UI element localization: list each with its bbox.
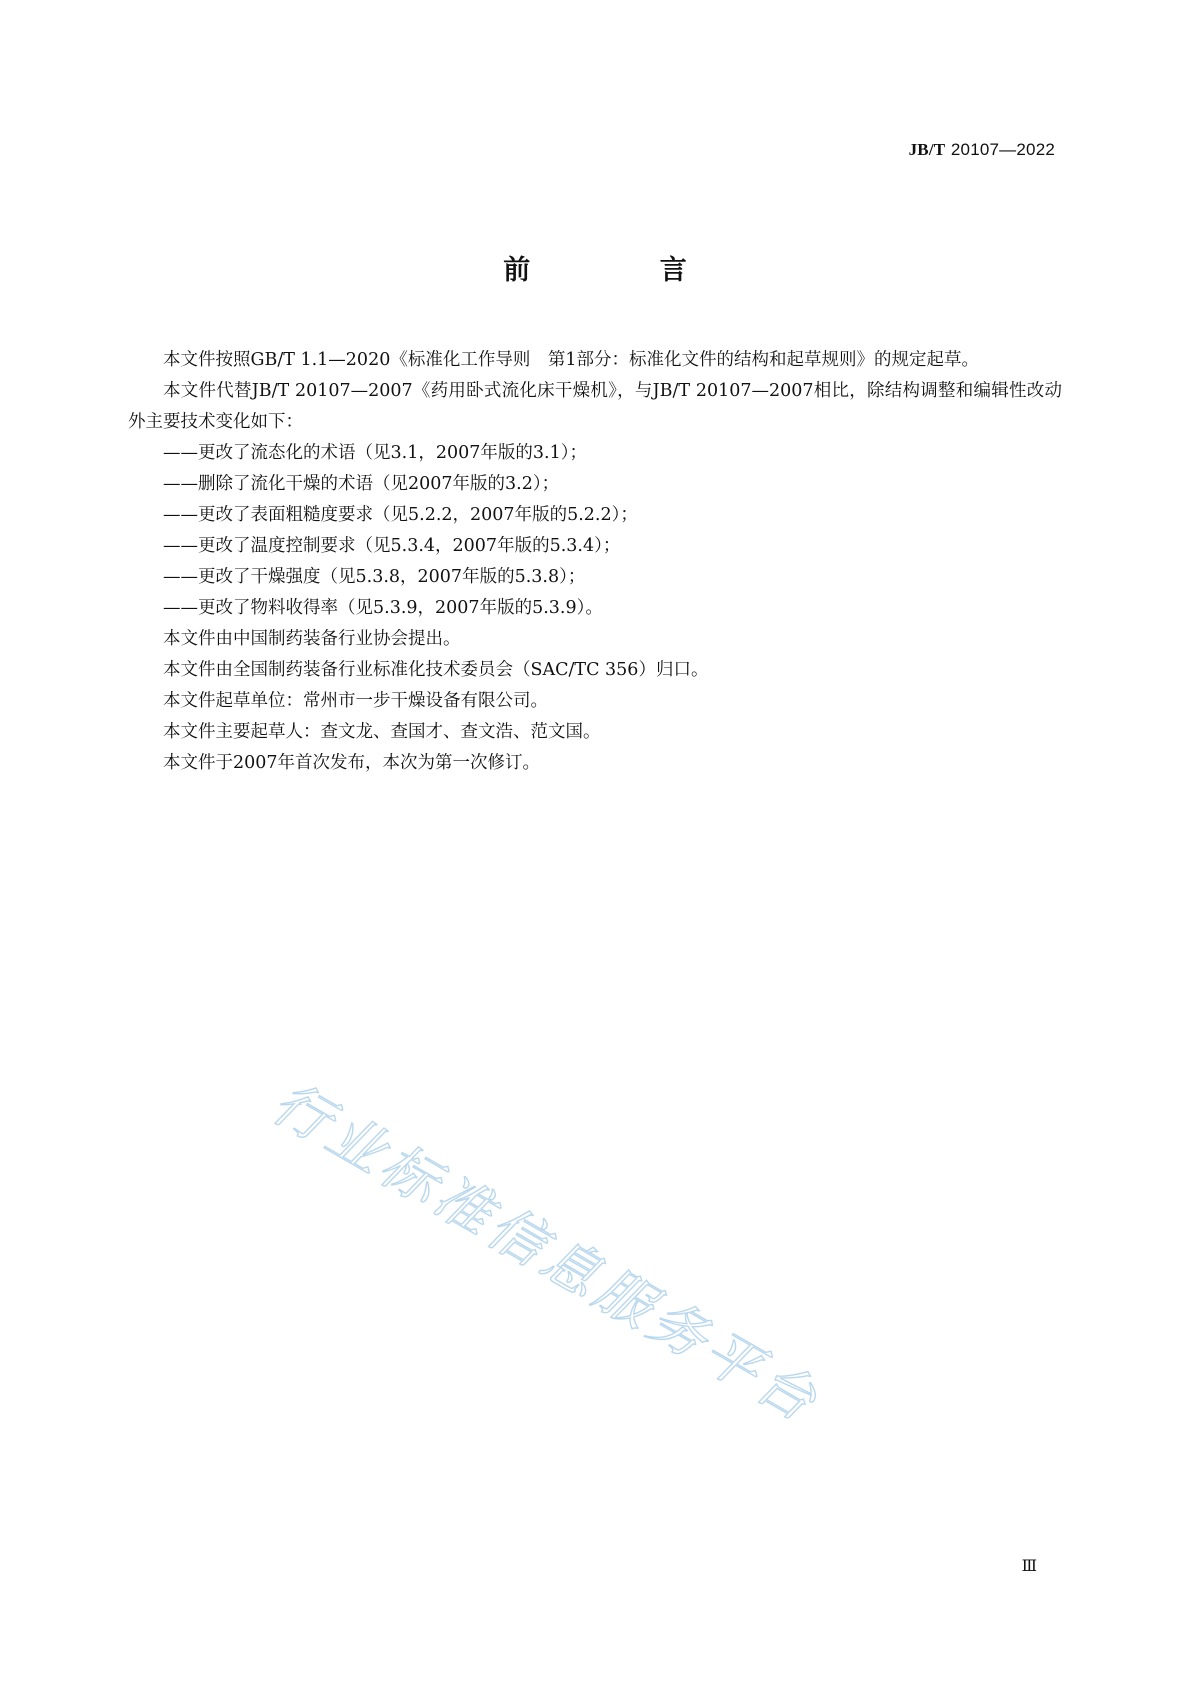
change-item: ——更改了表面粗糙度要求（见5.2.2，2007年版的5.2.2）；	[163, 505, 638, 525]
change-item: ——更改了物料收得率（见5.3.9，2007年版的5.3.9）。	[163, 598, 603, 618]
change-item: ——更改了流态化的术语（见3.1，2007年版的3.1）；	[163, 443, 587, 463]
paragraph-drafting-unit: 本文件起草单位：常州市一步干燥设备有限公司。	[163, 691, 548, 711]
page-title: 前 言	[503, 255, 747, 286]
paragraph-history: 本文件于2007年首次发布，本次为第一次修订。	[163, 753, 541, 773]
change-item: ——更改了干燥强度（见5.3.8，2007年版的5.3.8）；	[163, 567, 586, 587]
page-number: Ⅲ	[1021, 1556, 1037, 1575]
standard-code: 20107—2022	[950, 140, 1055, 159]
paragraph-committee: 本文件由全国制药装备行业标准化技术委员会（SAC/TC 356）归口。	[163, 660, 709, 680]
paragraph-drafters: 本文件主要起草人：查文龙、查国才、查文浩、范文国。	[163, 722, 601, 742]
paragraph-drafting-rule: 本文件按照GB/T 1.1—2020《标准化工作导则 第1部分：标准化文件的结构和起草规则》的规定起草。	[163, 350, 979, 370]
paragraph-proposer: 本文件由中国制药装备行业协会提出。	[163, 629, 461, 649]
change-item: ——删除了流化干燥的术语（见2007年版的3.2）；	[163, 474, 560, 494]
watermark-text: 行业标准信息服务平台	[261, 1070, 831, 1437]
change-item: ——更改了温度控制要求（见5.3.4，2007年版的5.3.4）；	[163, 536, 621, 556]
standard-prefix: JB/T	[908, 140, 946, 159]
standard-number	[909, 140, 1055, 160]
foreword-body	[128, 345, 1062, 779]
paragraph-replacement: 本文件代替JB/T 20107—2007《药用卧式流化床干燥机》，与JB/T 20107—2007相比，除结构调整和编辑性改动外主要技术变化如下：	[128, 381, 1062, 432]
